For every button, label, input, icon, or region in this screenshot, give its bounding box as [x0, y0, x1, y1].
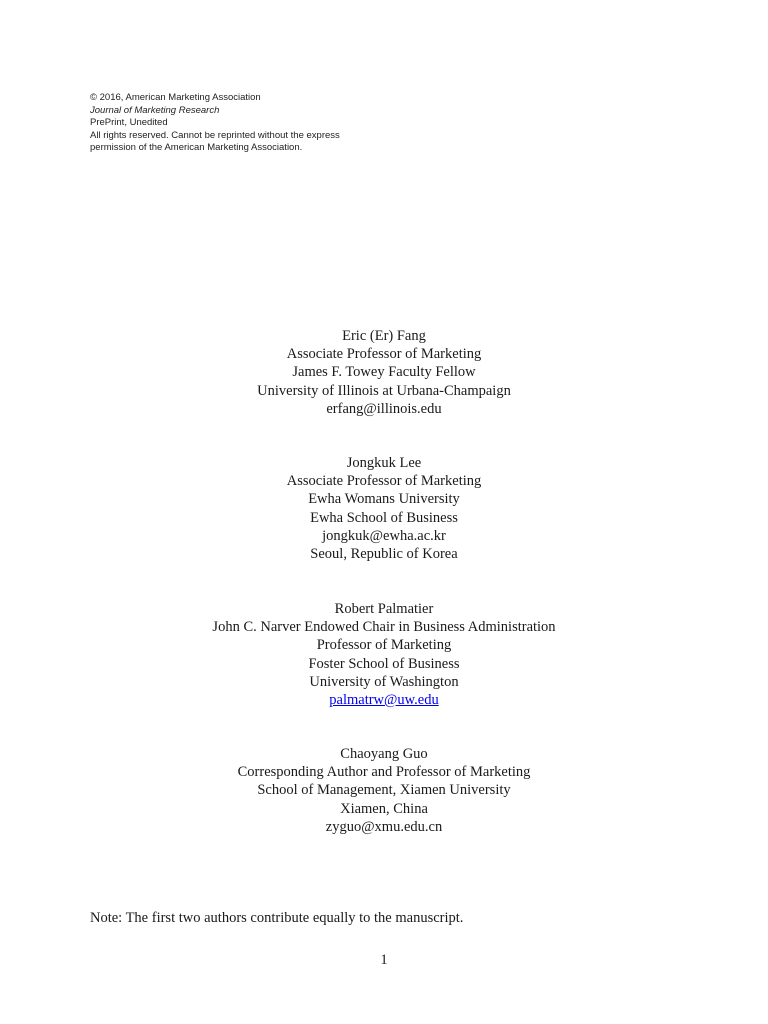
author-location: Xiamen, China — [340, 800, 428, 817]
author-affiliation: School of Management, Xiamen University — [257, 782, 511, 799]
author-title: Professor of Marketing — [316, 637, 452, 654]
author-title: Corresponding Author and Professor of Marketing — [237, 764, 531, 781]
preprint-status: PrePrint, Unedited — [90, 117, 168, 129]
rights-line-1: All rights reserved. Cannot be reprinted without the express — [90, 129, 340, 141]
copyright-line: © 2016, American Marketing Association — [90, 92, 261, 103]
author-email: jongkuk@ewha.ac.kr — [322, 527, 446, 544]
author-school: Foster School of Business — [308, 655, 460, 672]
author-title: Associate Professor of Marketing — [286, 473, 482, 490]
author-name: Robert Palmatier — [334, 601, 434, 617]
author-block-lee — [0, 454, 768, 563]
author-name: Jongkuk Lee — [346, 455, 422, 471]
author-chair: John C. Narver Endowed Chair in Business Administration — [212, 619, 556, 636]
copyright-notice — [90, 92, 340, 155]
author-affiliation: University of Illinois at Urbana-Champaign — [257, 382, 511, 399]
author-block-palmatier — [0, 600, 768, 709]
author-affiliation: Ewha Womans University — [308, 491, 460, 508]
author-email-link[interactable]: palmatrw@uw.edu — [329, 692, 439, 709]
page-number: 1 — [380, 952, 388, 968]
author-email: zyguo@xmu.edu.cn — [325, 818, 443, 835]
author-name: Chaoyang Guo — [340, 746, 428, 762]
journal-name: Journal of Marketing Research — [90, 104, 220, 116]
author-contribution-note: Note: The first two authors contribute equally to the manuscript. — [90, 910, 464, 926]
author-school: Ewha School of Business — [310, 509, 458, 526]
author-name: Eric (Er) Fang — [342, 328, 426, 344]
author-affiliation: University of Washington — [309, 673, 459, 690]
author-email: erfang@illinois.edu — [326, 400, 442, 417]
author-fellowship: James F. Towey Faculty Fellow — [292, 364, 476, 381]
rights-line-2: permission of the American Marketing Association. — [90, 142, 303, 154]
author-block-guo — [0, 745, 768, 836]
author-title: Associate Professor of Marketing — [286, 346, 482, 363]
author-block-fang — [0, 327, 768, 418]
author-location: Seoul, Republic of Korea — [310, 546, 458, 563]
